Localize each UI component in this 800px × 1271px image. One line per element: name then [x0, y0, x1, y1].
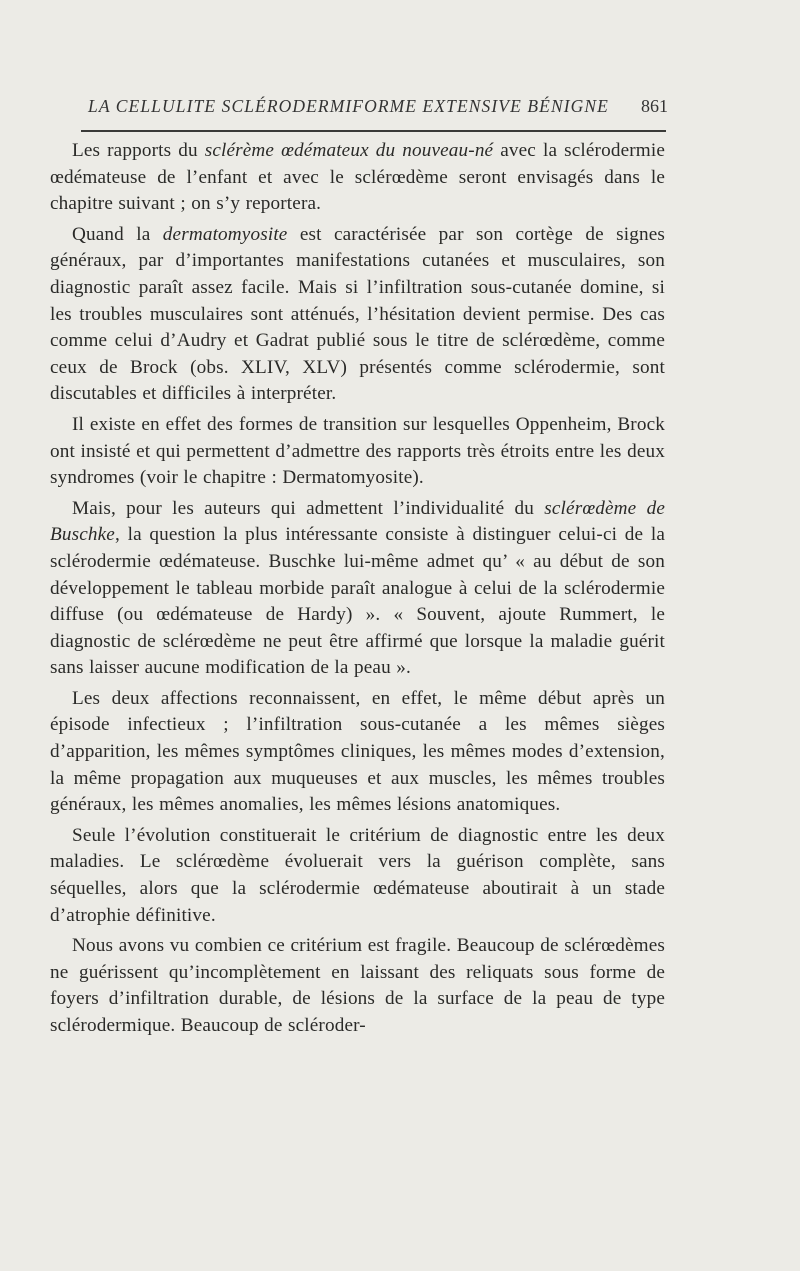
paragraph-text: est caractérisée par son cortège de signes généraux, par d’importantes manifestations cutanées et musculaires, son diagnostic paraît assez facile. Mais si l’infiltration sous-cutanée domine, si les troubles musculaires sont atténués, l’hésitation devient permise. Des cas comme celui d’Audry et Gadrat publié sous le titre de sclérœdème, comme ceux de Brock (obs. XLIV, XLV) présentés comme sclérodermie, sont discutables et difficiles à interpréter. [50, 223, 665, 405]
paragraph-text: Seule l’évolution constituerait le critérium de diagnostic entre les deux maladies. Le sclérœdème évoluerait vers la guérison complète, sans séquelles, alors que la sclérodermie œdémateuse aboutirait à un stade d’atrophie définitive. [50, 824, 665, 926]
paragraph-6 [50, 823, 665, 929]
running-head [88, 96, 668, 126]
italic-term: sclérème œdémateux du nouveau-né [204, 140, 494, 161]
paragraph-1 [50, 138, 665, 218]
paragraph-text: , la question la plus intéressante consiste à distinguer celui-ci de la sclérodermie œdémateuse. Buschke lui-même admet qu’ « au début de son développement le tableau morbide paraît analogue à celui de la sclérodermie diffuse (ou œdémateuse de Hardy) ». « Souvent, ajoute Rummert, le diagnostic de sclérœdème ne peut être affirmé que lorsque la maladie guérit sans laisser aucune modification de la peau ». [50, 524, 665, 679]
body-text [50, 138, 665, 1040]
italic-term: dermatomyosite [162, 223, 288, 245]
paragraph-2 [50, 222, 665, 408]
paragraph-text: Les rapports du [72, 140, 205, 161]
paragraph-3 [50, 412, 665, 492]
paragraph-text: Il existe en effet des formes de transition sur lesquelles Oppenheim, Brock ont insisté et qui permettent d’admettre des rapports très étroits entre les deux syndromes (voir le chapitre : Dermatomyosite). [50, 413, 665, 489]
paragraph-text: avec la sclérodermie œdémateuse de l’enfant et avec le sclérœdème seront envisagés dans le chapitre suivant ; on s’y reportera. [50, 140, 665, 215]
header-rule [81, 130, 666, 132]
page-number: 861 [641, 96, 668, 116]
paragraph-5 [50, 686, 665, 819]
paragraph-text: Nous avons vu combien ce critérium est fragile. Beaucoup de sclérœdèmes ne guérissent qu’incomplètement en laissant des reliquats sous forme de foyers d’infiltration durable, de lésions de la surface de la peau de type sclérodermique. Beaucoup de scléroder- [50, 935, 665, 1036]
paragraph-7 [50, 933, 665, 1039]
paragraph-text: Quand la [72, 223, 163, 245]
running-title: LA CELLULITE SCLÉRODERMIFORME EXTENSIVE BÉNIGNE [88, 96, 609, 116]
paragraph-text: Mais, pour les auteurs qui admettent l’individualité du [72, 497, 545, 519]
paragraph-text: Les deux affections reconnaissent, en effet, le même début après un épisode infectieux ; l’infiltration sous-cutanée a les mêmes sièges d’apparition, les mêmes symptômes cliniques, les mêmes modes d’extension, la même propagation aux muqueuses et aux muscles, les mêmes troubles généraux, les mêmes anomalies, les mêmes lésions anatomiques. [50, 687, 665, 816]
paragraph-4 [50, 496, 665, 682]
italic-term: sclérœdème de Buschke [50, 497, 665, 546]
